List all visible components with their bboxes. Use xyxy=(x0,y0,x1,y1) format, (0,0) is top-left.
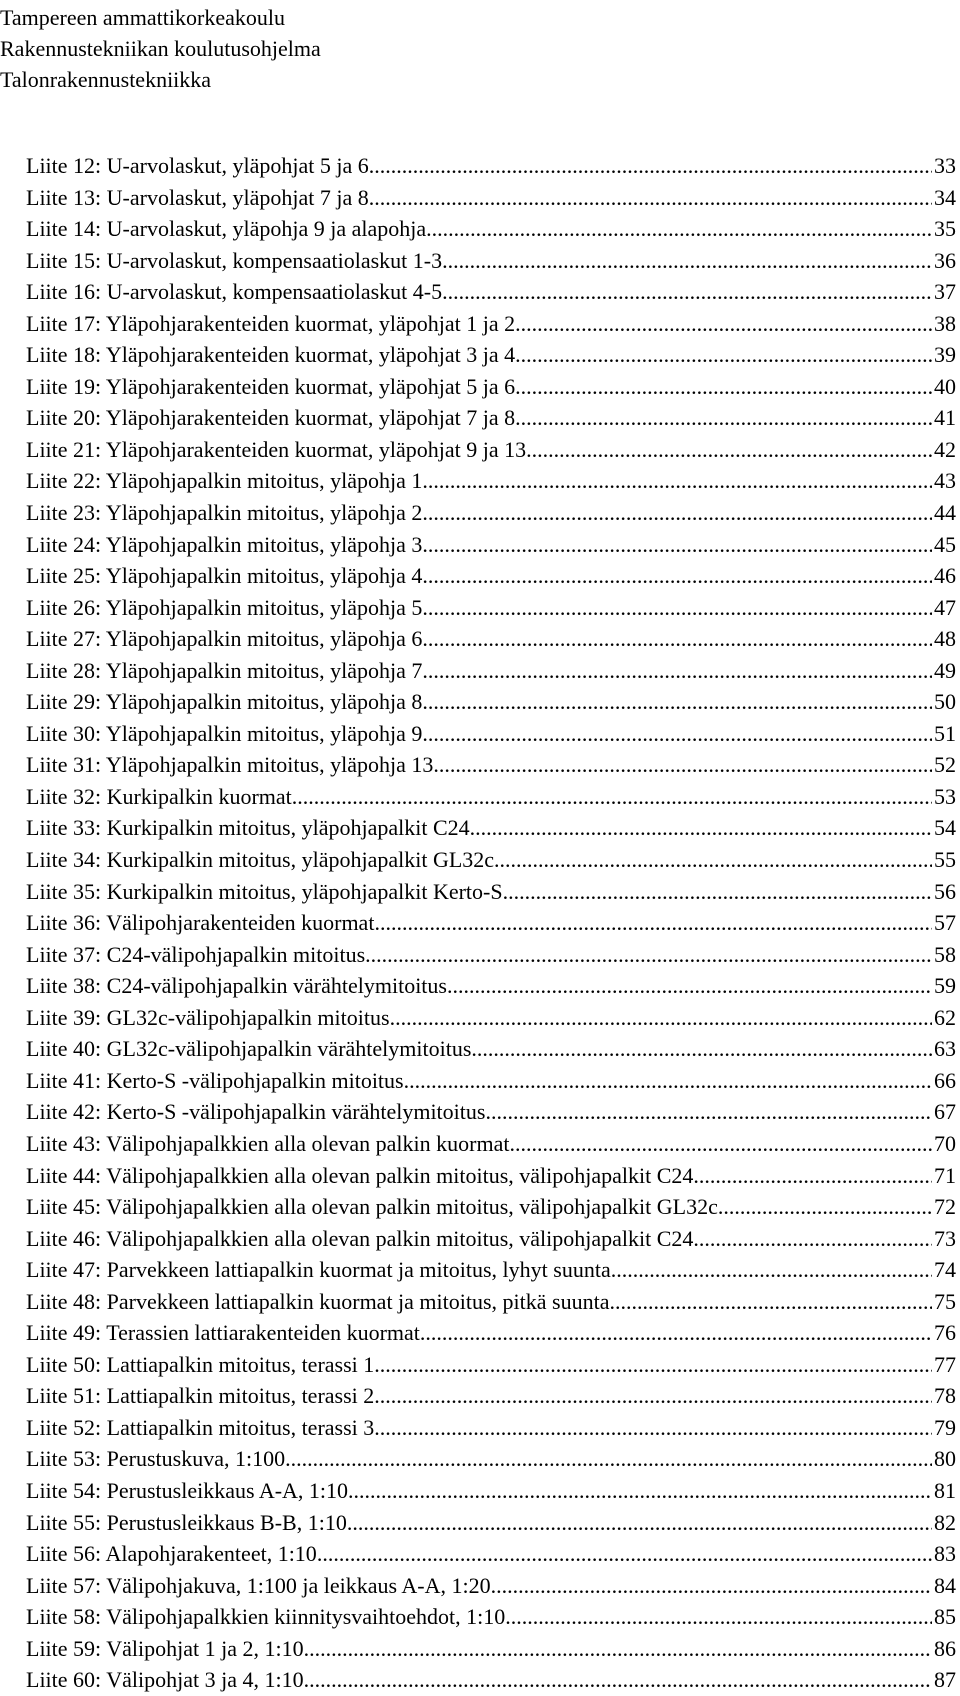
toc-entry-title: Liite 53: Perustuskuva, 1:100 xyxy=(26,1446,286,1472)
toc-entry-title: Liite 39: GL32c-välipohjapalkin mitoitus xyxy=(26,1004,390,1030)
toc-entry-page-number: 85 xyxy=(934,1604,956,1630)
toc-entry[interactable] xyxy=(26,1065,956,1097)
toc-entry-page-number: 33 xyxy=(934,153,956,178)
toc-entry-title: Liite 58: Välipohjapalkkien kiinnitysvaihtoehdot, 1:10 xyxy=(26,1604,506,1630)
toc-entry-page-number: 44 xyxy=(934,500,956,526)
toc-entry[interactable] xyxy=(26,402,956,434)
toc-entry-title: Liite 19: Yläpohjarakenteiden kuormat, yläpohjat 5 ja 6 xyxy=(26,373,516,399)
toc-dot-leader xyxy=(404,1065,932,1097)
toc-entry-title: Liite 21: Yläpohjarakenteiden kuormat, yläpohjat 9 ja 13 xyxy=(26,436,527,462)
toc-entry-title: Liite 38: C24-välipohjapalkin värähtelymitoitus xyxy=(26,973,447,999)
toc-entry-title: Liite 28: Yläpohjapalkin mitoitus, yläpohja 7 xyxy=(26,657,423,683)
toc-entry-title: Liite 40: GL32c-välipohjapalkin värähtelymitoitus xyxy=(26,1036,472,1062)
toc-entry-title: Liite 60: Välipohjat 3 ja 4, 1:10 xyxy=(26,1667,304,1693)
toc-entry[interactable] xyxy=(26,1475,956,1507)
toc-entry-page-number: 58 xyxy=(934,941,956,967)
table-of-contents xyxy=(26,150,956,1696)
toc-entry-title: Liite 43: Välipohjapalkkien alla olevan palkin kuormat xyxy=(26,1130,510,1156)
toc-dot-leader xyxy=(509,1128,932,1160)
toc-entry-page-number: 48 xyxy=(934,626,956,652)
toc-entry-page-number: 38 xyxy=(934,310,956,336)
toc-entry-page-number: 78 xyxy=(934,1383,956,1409)
toc-dot-leader xyxy=(471,1033,932,1065)
toc-dot-leader xyxy=(515,308,932,340)
toc-entry-page-number: 84 xyxy=(934,1572,956,1598)
toc-entry-title: Liite 30: Yläpohjapalkin mitoitus, yläpohja 9 xyxy=(26,720,423,746)
toc-entry-title: Liite 59: Välipohjat 1 ja 2, 1:10 xyxy=(26,1635,304,1661)
header-institution: Tampereen ammattikorkeakoulu xyxy=(0,5,285,30)
toc-entry-title: Liite 13: U-arvolaskut, yläpohjat 7 ja 8 xyxy=(26,184,369,210)
toc-dot-leader xyxy=(422,718,932,750)
toc-entry-page-number: 73 xyxy=(934,1225,956,1251)
toc-entry-page-number: 59 xyxy=(934,973,956,999)
toc-entry[interactable] xyxy=(26,623,956,655)
toc-entry[interactable] xyxy=(26,718,956,750)
toc-entry-title: Liite 37: C24-välipohjapalkin mitoitus xyxy=(26,941,366,967)
toc-dot-leader xyxy=(422,592,932,624)
toc-entry-page-number: 67 xyxy=(934,1099,956,1125)
toc-dot-leader xyxy=(494,844,932,876)
toc-dot-leader xyxy=(470,812,932,844)
toc-dot-leader xyxy=(447,970,932,1002)
toc-dot-leader xyxy=(347,1507,932,1539)
toc-entry-page-number: 79 xyxy=(934,1414,956,1440)
toc-entry-title: Liite 57: Välipohjakuva, 1:100 ja leikkaus A-A, 1:20 xyxy=(26,1572,491,1598)
toc-dot-leader xyxy=(718,1191,932,1223)
toc-dot-leader xyxy=(374,907,932,939)
toc-entry-title: Liite 12: U-arvolaskut, yläpohjat 5 ja 6 xyxy=(26,153,369,178)
toc-entry[interactable] xyxy=(26,560,956,592)
toc-dot-leader xyxy=(422,686,932,718)
toc-entry[interactable] xyxy=(26,434,956,466)
toc-entry-title: Liite 46: Välipohjapalkkien alla olevan palkin mitoitus, välipohjapalkit C24 xyxy=(26,1225,694,1251)
toc-entry-page-number: 72 xyxy=(934,1194,956,1220)
toc-entry[interactable] xyxy=(26,497,956,529)
toc-entry[interactable] xyxy=(26,308,956,340)
toc-entry-page-number: 34 xyxy=(934,184,956,210)
toc-entry-page-number: 46 xyxy=(934,563,956,589)
toc-entry-page-number: 53 xyxy=(934,783,956,809)
toc-entry-title: Liite 23: Yläpohjapalkin mitoitus, yläpohja 2 xyxy=(26,500,423,526)
toc-entry-page-number: 47 xyxy=(934,594,956,620)
toc-dot-leader xyxy=(317,1538,932,1570)
toc-entry[interactable] xyxy=(26,592,956,624)
toc-entry-title: Liite 20: Yläpohjarakenteiden kuormat, yläpohjat 7 ja 8 xyxy=(26,405,516,431)
toc-dot-leader xyxy=(374,1349,932,1381)
toc-entry-page-number: 77 xyxy=(934,1351,956,1377)
toc-entry-page-number: 51 xyxy=(934,720,956,746)
toc-entry-page-number: 37 xyxy=(934,279,956,305)
toc-entry-page-number: 66 xyxy=(934,1067,956,1093)
toc-entry-page-number: 54 xyxy=(934,815,956,841)
toc-entry-page-number: 82 xyxy=(934,1509,956,1535)
toc-dot-leader xyxy=(505,1601,932,1633)
toc-entry-title: Liite 54: Perustusleikkaus A-A, 1:10 xyxy=(26,1477,349,1503)
toc-entry[interactable] xyxy=(26,1317,956,1349)
toc-entry-page-number: 42 xyxy=(934,436,956,462)
toc-dot-leader xyxy=(390,1002,932,1034)
toc-entry-title: Liite 25: Yläpohjapalkin mitoitus, yläpohja 4 xyxy=(26,563,423,589)
toc-entry-title: Liite 27: Yläpohjapalkin mitoitus, yläpohja 6 xyxy=(26,626,423,652)
toc-entry-title: Liite 33: Kurkipalkin mitoitus, yläpohjapalkit C24 xyxy=(26,815,470,841)
toc-dot-leader xyxy=(422,529,932,561)
toc-entry[interactable] xyxy=(26,749,956,781)
toc-entry[interactable] xyxy=(26,939,956,971)
toc-dot-leader xyxy=(503,876,932,908)
toc-entry-title: Liite 22: Yläpohjapalkin mitoitus, yläpohja 1 xyxy=(26,468,423,494)
toc-entry-title: Liite 18: Yläpohjarakenteiden kuormat, yläpohjat 3 ja 4 xyxy=(26,342,516,368)
toc-entry-page-number: 56 xyxy=(934,878,956,904)
toc-entry-title: Liite 41: Kerto-S -välipohjapalkin mitoitus xyxy=(26,1067,404,1093)
toc-entry-page-number: 43 xyxy=(934,468,956,494)
toc-entry[interactable] xyxy=(26,1538,956,1570)
toc-dot-leader xyxy=(526,434,932,466)
toc-entry[interactable] xyxy=(26,245,956,277)
toc-entry-page-number: 39 xyxy=(934,342,956,368)
toc-entry-title: Liite 17: Yläpohjarakenteiden kuormat, yläpohjat 1 ja 2 xyxy=(26,310,516,336)
toc-entry[interactable] xyxy=(26,844,956,876)
toc-dot-leader xyxy=(348,1475,932,1507)
toc-dot-leader xyxy=(369,150,932,182)
toc-entry-page-number: 75 xyxy=(934,1288,956,1314)
toc-entry[interactable] xyxy=(26,1128,956,1160)
toc-entry-title: Liite 29: Yläpohjapalkin mitoitus, yläpohja 8 xyxy=(26,689,423,715)
toc-entry[interactable] xyxy=(26,1443,956,1475)
toc-dot-leader xyxy=(693,1223,932,1255)
toc-entry-page-number: 55 xyxy=(934,847,956,873)
toc-entry-title: Liite 48: Parvekkeen lattiapalkin kuormat ja mitoitus, pitkä suunta xyxy=(26,1288,610,1314)
toc-entry[interactable] xyxy=(26,1601,956,1633)
toc-entry[interactable] xyxy=(26,1349,956,1381)
toc-entry-title: Liite 34: Kurkipalkin mitoitus, yläpohjapalkit GL32c xyxy=(26,847,495,873)
toc-dot-leader xyxy=(369,182,932,214)
toc-entry[interactable] xyxy=(26,1223,956,1255)
toc-entry-page-number: 40 xyxy=(934,373,956,399)
toc-dot-leader xyxy=(374,1380,932,1412)
toc-dot-leader xyxy=(365,939,932,971)
toc-entry[interactable] xyxy=(26,529,956,561)
toc-entry-page-number: 87 xyxy=(934,1667,956,1693)
toc-entry-title: Liite 35: Kurkipalkin mitoitus, yläpohjapalkit Kerto-S xyxy=(26,878,503,904)
toc-entry-page-number: 63 xyxy=(934,1036,956,1062)
toc-entry[interactable] xyxy=(26,182,956,214)
toc-entry-page-number: 71 xyxy=(934,1162,956,1188)
toc-entry[interactable] xyxy=(26,1664,956,1696)
toc-dot-leader xyxy=(442,276,932,308)
toc-dot-leader xyxy=(693,1160,932,1192)
page-header xyxy=(0,2,321,95)
toc-entry[interactable] xyxy=(26,812,956,844)
toc-dot-leader xyxy=(609,1286,932,1318)
toc-entry[interactable] xyxy=(26,686,956,718)
toc-dot-leader xyxy=(491,1570,932,1602)
toc-entry[interactable] xyxy=(26,1633,956,1665)
toc-entry-title: Liite 32: Kurkipalkin kuormat xyxy=(26,783,292,809)
toc-entry[interactable] xyxy=(26,907,956,939)
toc-entry-title: Liite 47: Parvekkeen lattiapalkin kuormat ja mitoitus, lyhyt suunta xyxy=(26,1257,611,1283)
toc-entry-page-number: 52 xyxy=(934,752,956,778)
toc-entry-page-number: 81 xyxy=(934,1477,956,1503)
toc-entry-page-number: 45 xyxy=(934,531,956,557)
toc-entry-page-number: 80 xyxy=(934,1446,956,1472)
toc-dot-leader xyxy=(611,1254,932,1286)
toc-entry-page-number: 36 xyxy=(934,247,956,273)
toc-dot-leader xyxy=(420,1317,932,1349)
toc-dot-leader xyxy=(433,749,932,781)
toc-entry[interactable] xyxy=(26,371,956,403)
toc-dot-leader xyxy=(422,465,932,497)
toc-dot-leader xyxy=(422,655,932,687)
toc-entry-page-number: 35 xyxy=(934,216,956,242)
toc-entry[interactable] xyxy=(26,1507,956,1539)
toc-dot-leader xyxy=(304,1664,932,1696)
toc-entry[interactable] xyxy=(26,970,956,1002)
toc-dot-leader xyxy=(285,1443,932,1475)
toc-dot-leader xyxy=(422,623,932,655)
toc-entry[interactable] xyxy=(26,1002,956,1034)
toc-dot-leader xyxy=(485,1096,932,1128)
toc-entry-title: Liite 16: U-arvolaskut, kompensaatiolaskut 4-5 xyxy=(26,279,443,305)
toc-entry-title: Liite 50: Lattiapalkin mitoitus, terassi 1 xyxy=(26,1351,375,1377)
toc-entry-title: Liite 49: Terassien lattiarakenteiden kuormat xyxy=(26,1320,420,1346)
toc-entry-title: Liite 44: Välipohjapalkkien alla olevan palkin mitoitus, välipohjapalkit C24 xyxy=(26,1162,694,1188)
header-specialisation: Talonrakennustekniikka xyxy=(0,67,212,92)
toc-entry-page-number: 49 xyxy=(934,657,956,683)
toc-entry-page-number: 83 xyxy=(934,1541,956,1567)
toc-entry[interactable] xyxy=(26,781,956,813)
toc-entry[interactable] xyxy=(26,1096,956,1128)
toc-entry-title: Liite 15: U-arvolaskut, kompensaatiolaskut 1-3 xyxy=(26,247,443,273)
toc-entry-title: Liite 55: Perustusleikkaus B-B, 1:10 xyxy=(26,1509,347,1535)
toc-entry-title: Liite 52: Lattiapalkin mitoitus, terassi 3 xyxy=(26,1414,375,1440)
toc-dot-leader xyxy=(426,213,932,245)
header-degree-programme: Rakennustekniikan koulutusohjelma xyxy=(0,36,321,61)
toc-dot-leader xyxy=(422,560,932,592)
toc-entry[interactable] xyxy=(26,1570,956,1602)
toc-entry-title: Liite 45: Välipohjapalkkien alla olevan palkin mitoitus, välipohjapalkit GL32c xyxy=(26,1194,718,1220)
toc-entry-title: Liite 36: Välipohjarakenteiden kuormat xyxy=(26,910,375,936)
toc-entry[interactable] xyxy=(26,1191,956,1223)
toc-dot-leader xyxy=(292,781,932,813)
toc-dot-leader xyxy=(515,371,932,403)
toc-entry[interactable] xyxy=(26,1254,956,1286)
toc-entry-title: Liite 31: Yläpohjapalkin mitoitus, yläpohja 13 xyxy=(26,752,434,778)
toc-entry[interactable] xyxy=(26,1160,956,1192)
toc-entry[interactable] xyxy=(26,465,956,497)
toc-entry-title: Liite 14: U-arvolaskut, yläpohja 9 ja alapohja xyxy=(26,216,427,242)
toc-entry-title: Liite 51: Lattiapalkin mitoitus, terassi 2 xyxy=(26,1383,375,1409)
toc-dot-leader xyxy=(304,1633,932,1665)
toc-dot-leader xyxy=(515,339,932,371)
toc-entry[interactable] xyxy=(26,1380,956,1412)
toc-entry-title: Liite 42: Kerto-S -välipohjapalkin värähtelymitoitus xyxy=(26,1099,486,1125)
toc-entry[interactable] xyxy=(26,876,956,908)
toc-entry-page-number: 57 xyxy=(934,910,956,936)
toc-entry[interactable] xyxy=(26,655,956,687)
toc-dot-leader xyxy=(442,245,932,277)
toc-entry[interactable] xyxy=(26,276,956,308)
toc-entry-page-number: 50 xyxy=(934,689,956,715)
toc-entry-title: Liite 26: Yläpohjapalkin mitoitus, yläpohja 5 xyxy=(26,594,423,620)
toc-entry-page-number: 41 xyxy=(934,405,956,431)
toc-entry-page-number: 62 xyxy=(934,1004,956,1030)
toc-entry-title: Liite 56: Alapohjarakenteet, 1:10 xyxy=(26,1541,317,1567)
toc-entry-page-number: 76 xyxy=(934,1320,956,1346)
toc-entry[interactable] xyxy=(26,1033,956,1065)
toc-entry[interactable] xyxy=(26,1412,956,1444)
toc-entry[interactable] xyxy=(26,339,956,371)
toc-entry-page-number: 74 xyxy=(934,1257,956,1283)
toc-entry[interactable] xyxy=(26,150,956,182)
toc-entry-page-number: 86 xyxy=(934,1635,956,1661)
toc-entry-page-number: 70 xyxy=(934,1130,956,1156)
toc-dot-leader xyxy=(422,497,932,529)
toc-entry[interactable] xyxy=(26,1286,956,1318)
toc-entry-title: Liite 24: Yläpohjapalkin mitoitus, yläpohja 3 xyxy=(26,531,423,557)
toc-entry[interactable] xyxy=(26,213,956,245)
toc-dot-leader xyxy=(374,1412,932,1444)
toc-dot-leader xyxy=(515,402,932,434)
